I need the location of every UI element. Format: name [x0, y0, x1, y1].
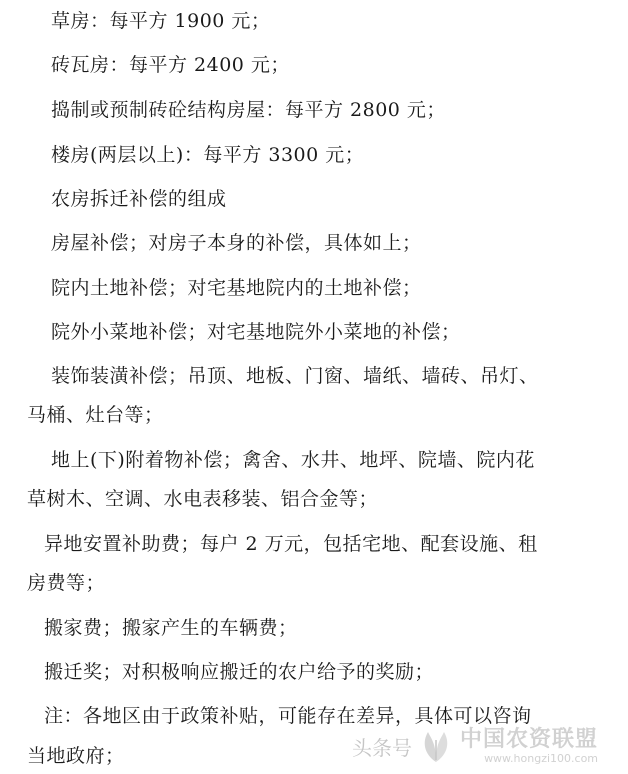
text-line: 房费等； [27, 572, 106, 594]
text-line: 砖瓦房：每平方 2400 元； [51, 54, 290, 76]
note-line: 注：各地区由于政策补贴，可能存在差异，具体可以咨询 [44, 705, 532, 727]
text-line: 捣制或预制砖砼结构房屋：每平方 2800 元； [51, 99, 446, 121]
watermark-title: 中国农资联盟 [460, 726, 599, 752]
section-heading: 农房拆迁补偿的组成 [51, 188, 227, 210]
watermark-source: 头条号 [352, 735, 412, 760]
text-line: 马桶、灶台等； [27, 404, 164, 426]
watermark-url: www.hongzi100.com [484, 751, 599, 765]
watermark-text [460, 726, 599, 765]
text-line: 异地安置补助费；每户 2 万元，包括宅地、配套设施、租 [44, 533, 538, 555]
text-line: 院外小菜地补偿；对宅基地院外小菜地的补偿； [51, 321, 461, 343]
text-line: 房屋补偿；对房子本身的补偿，具体如上； [51, 232, 422, 254]
leaf-logo-icon [416, 726, 456, 766]
text-line: 草房：每平方 1900 元； [51, 10, 271, 32]
text-line: 搬家费；搬家产生的车辆费； [44, 617, 298, 639]
text-line: 楼房(两层以上)：每平方 3300 元； [51, 144, 365, 166]
watermark [352, 724, 624, 768]
text-line: 装饰装潢补偿；吊顶、地板、门窗、墙纸、墙砖、吊灯、 [51, 365, 539, 387]
note-line: 当地政府； [27, 745, 125, 767]
text-line: 院内土地补偿；对宅基地院内的土地补偿； [51, 277, 422, 299]
text-line: 地上(下)附着物补偿；禽舍、水井、地坪、院墙、院内花 [51, 449, 535, 471]
text-line: 草树木、空调、水电表移装、铝合金等； [27, 488, 379, 510]
text-line: 搬迁奖；对积极响应搬迁的农户给予的奖励； [44, 661, 435, 683]
